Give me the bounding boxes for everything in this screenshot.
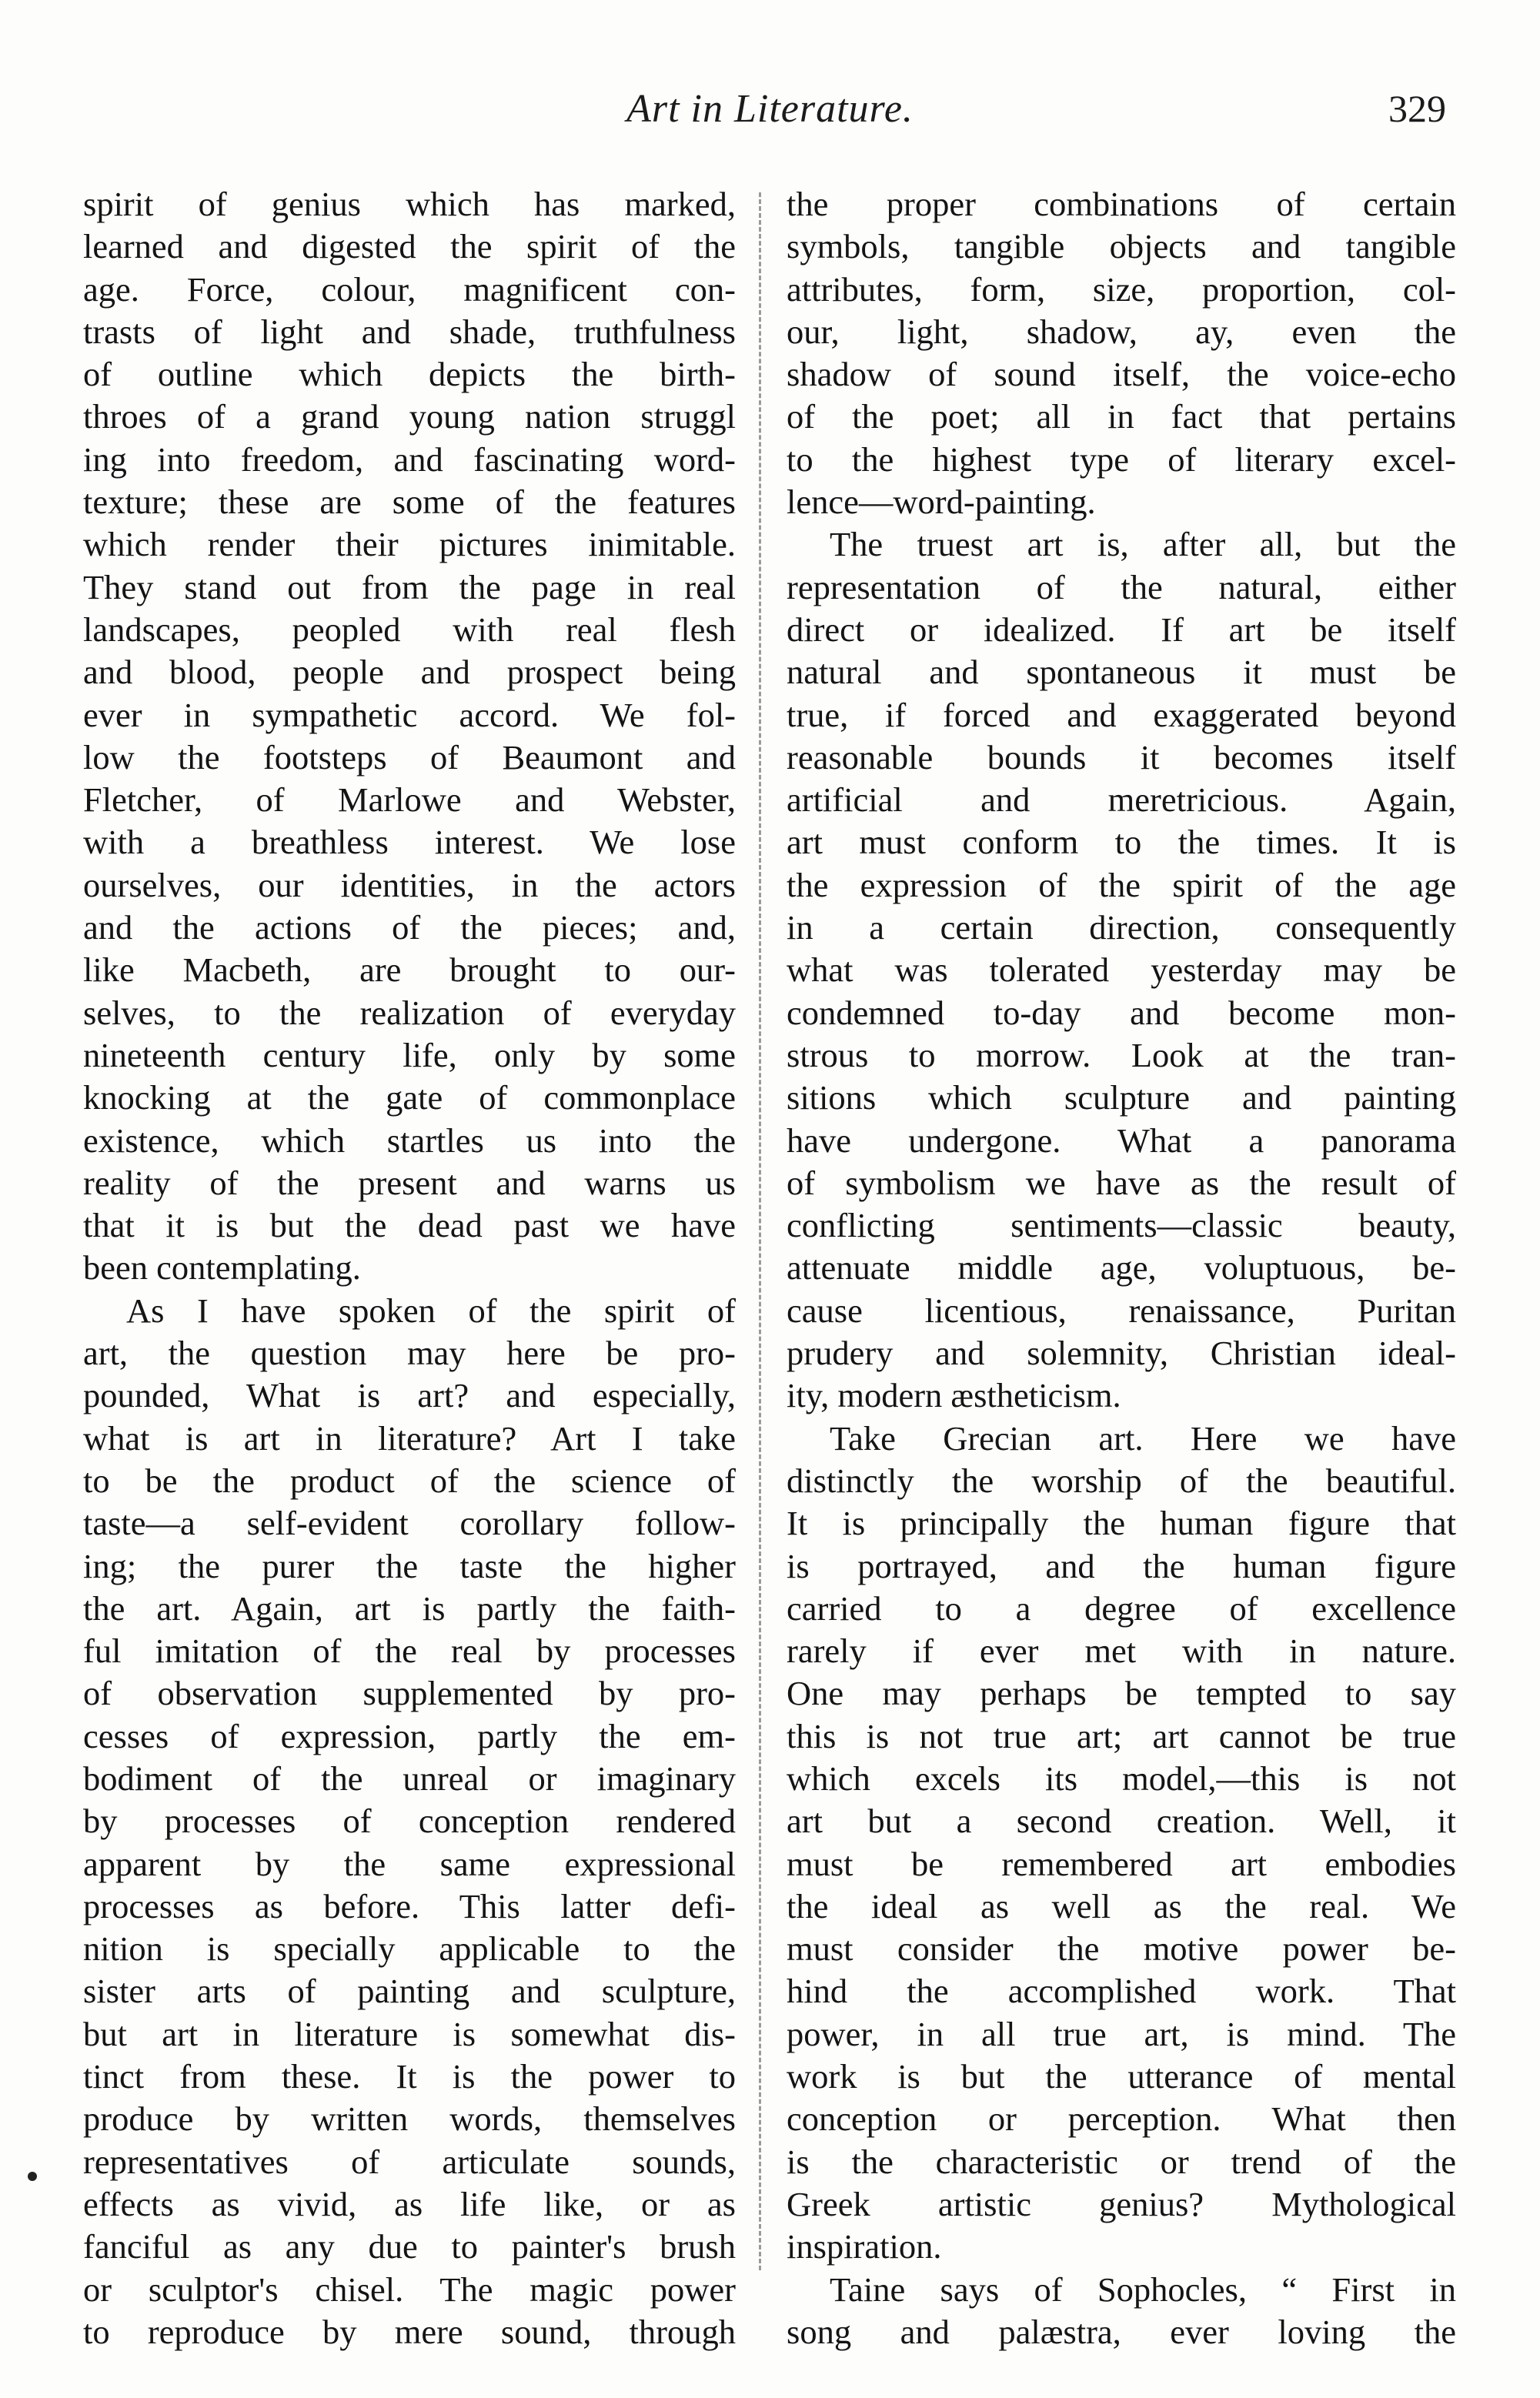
- text-line: trasts of light and shade, truthfulness: [83, 312, 736, 351]
- text-line: processes as before. This latter defi-: [83, 1886, 736, 1925]
- text-line: One may perhaps be tempted to say: [787, 1674, 1456, 1713]
- text-line: shadow of sound itself, the voice-echo: [787, 355, 1456, 394]
- text-line: must be remembered art embodies: [787, 1844, 1456, 1883]
- text-line: taste—a self-evident corollary follow-: [83, 1504, 736, 1543]
- page-number: 329: [1388, 87, 1446, 130]
- text-line: the ideal as well as the real. We: [787, 1886, 1456, 1925]
- text-line: produce by written words, themselves: [83, 2099, 736, 2139]
- text-line: knocking at the gate of commonplace: [83, 1078, 736, 1117]
- text-line: attributes, form, size, proportion, col-: [787, 269, 1456, 309]
- text-line: which excels its model,—this is not: [787, 1758, 1456, 1798]
- text-line: ity, modern æstheticism.: [787, 1376, 1121, 1415]
- text-line: ever in sympathetic accord. We fol-: [83, 695, 736, 734]
- text-line: must consider the motive power be-: [787, 1929, 1456, 1969]
- text-line: art must conform to the times. It is: [787, 823, 1456, 862]
- text-line: The truest art is, after all, but the: [830, 525, 1456, 564]
- running-header-title: Art in Literature.: [626, 87, 914, 131]
- text-line: art but a second creation. Well, it: [787, 1802, 1456, 1841]
- text-line: and blood, people and prospect being: [83, 653, 736, 692]
- text-line: song and palæstra, ever loving the: [787, 2312, 1456, 2351]
- text-line: cesses of expression, partly the em-: [83, 1716, 736, 1755]
- text-line: nition is specially applicable to the: [83, 1929, 736, 1969]
- text-line: ing; the purer the taste the higher: [83, 1546, 736, 1585]
- text-line: conflicting sentiments—classic beauty,: [787, 1206, 1456, 1245]
- text-line: ful imitation of the real by processes: [83, 1632, 736, 1671]
- text-line: effects as vivid, as life like, or as: [83, 2184, 736, 2223]
- text-line: reality of the present and warns us: [83, 1163, 736, 1202]
- left-text-column: [83, 183, 736, 2353]
- text-line: which render their pictures inimitable.: [83, 525, 736, 564]
- text-line: strous to morrow. Look at the tran-: [787, 1035, 1456, 1074]
- text-line: pounded, What is art? and especially,: [83, 1376, 736, 1415]
- text-line: of the poet; all in fact that pertains: [787, 397, 1456, 436]
- text-line: landscapes, peopled with real flesh: [83, 610, 736, 649]
- text-line: our, light, shadow, ay, even the: [787, 312, 1456, 351]
- text-line: apparent by the same expressional: [83, 1844, 736, 1883]
- text-line: is the characteristic or trend of the: [787, 2142, 1456, 2181]
- text-line: low the footsteps of Beaumont and: [83, 737, 736, 777]
- text-line: age. Force, colour, magnificent con-: [83, 269, 736, 309]
- text-line: They stand out from the page in real: [83, 567, 736, 606]
- text-line: inspiration.: [787, 2227, 942, 2266]
- text-line: fanciful as any due to painter's brush: [83, 2227, 736, 2266]
- text-line: by processes of conception rendered: [83, 1802, 736, 1841]
- text-line: and the actions of the pieces; and,: [83, 908, 736, 947]
- text-line: texture; these are some of the features: [83, 483, 736, 522]
- text-line: prudery and solemnity, Christian ideal-: [787, 1334, 1456, 1373]
- text-line: cause licentious, renaissance, Puritan: [787, 1291, 1456, 1330]
- text-line: have undergone. What a panorama: [787, 1121, 1456, 1160]
- text-line: of symbolism we have as the result of: [787, 1163, 1456, 1202]
- text-line: tinct from these. It is the power to: [83, 2057, 736, 2096]
- text-line: representation of the natural, either: [787, 567, 1456, 606]
- text-line: learned and digested the spirit of the: [83, 227, 736, 266]
- text-line: throes of a grand young nation struggl: [83, 397, 736, 436]
- text-line: to the highest type of literary excel-: [787, 439, 1456, 479]
- text-line: distinctly the worship of the beautiful.: [787, 1461, 1456, 1500]
- text-line: power, in all true art, is mind. The: [787, 2014, 1456, 2053]
- text-line: is portrayed, and the human figure: [787, 1546, 1456, 1585]
- right-text-column: [787, 183, 1456, 2353]
- text-line: natural and spontaneous it must be: [787, 653, 1456, 692]
- text-line: reasonable bounds it becomes itself: [787, 737, 1456, 777]
- text-line: conception or perception. What then: [787, 2099, 1456, 2139]
- text-line: Fletcher, of Marlowe and Webster,: [83, 780, 736, 820]
- text-line: the expression of the spirit of the age: [787, 865, 1456, 904]
- text-line: nineteenth century life, only by some: [83, 1035, 736, 1074]
- text-line: ourselves, our identities, in the actors: [83, 865, 736, 904]
- text-line: like Macbeth, are brought to our-: [83, 950, 736, 990]
- text-line: attenuate middle age, voluptuous, be-: [787, 1248, 1456, 1288]
- margin-dot-mark: [28, 2172, 37, 2181]
- text-line: hind the accomplished work. That: [787, 1972, 1456, 2011]
- text-line: direct or idealized. If art be itself: [787, 610, 1456, 649]
- text-line: selves, to the realization of everyday: [83, 993, 736, 1032]
- text-line: condemned to-day and become mon-: [787, 993, 1456, 1032]
- text-line: Greek artistic genius? Mythological: [787, 2184, 1456, 2223]
- text-line: been contemplating.: [83, 1248, 361, 1288]
- text-line: what is art in literature? Art I take: [83, 1418, 736, 1458]
- text-line: sitions which sculpture and painting: [787, 1078, 1456, 1117]
- text-line: this is not true art; art cannot be true: [787, 1716, 1456, 1755]
- text-line: in a certain direction, consequently: [787, 908, 1456, 947]
- text-line: representatives of articulate sounds,: [83, 2142, 736, 2181]
- text-line: of outline which depicts the birth-: [83, 355, 736, 394]
- text-line: but art in literature is somewhat dis-: [83, 2014, 736, 2053]
- text-line: bodiment of the unreal or imaginary: [83, 1758, 736, 1798]
- text-line: existence, which startles us into the: [83, 1121, 736, 1160]
- text-line: ing into freedom, and fascinating word-: [83, 439, 736, 479]
- text-line: symbols, tangible objects and tangible: [787, 227, 1456, 266]
- text-line: that it is but the dead past we have: [83, 1206, 736, 1245]
- column-divider: [759, 192, 761, 2270]
- text-line: true, if forced and exaggerated beyond: [787, 695, 1456, 734]
- text-line: with a breathless interest. We lose: [83, 823, 736, 862]
- text-line: As I have spoken of the spirit of: [126, 1291, 736, 1330]
- text-line: rarely if ever met with in nature.: [787, 1632, 1456, 1671]
- text-line: what was tolerated yesterday may be: [787, 950, 1456, 990]
- text-line: to be the product of the science of: [83, 1461, 736, 1500]
- text-line: art, the question may here be pro-: [83, 1334, 736, 1373]
- text-line: of observation supplemented by pro-: [83, 1674, 736, 1713]
- text-line: to reproduce by mere sound, through: [83, 2312, 736, 2351]
- text-line: lence—word-painting.: [787, 483, 1096, 522]
- text-line: Take Grecian art. Here we have: [830, 1418, 1456, 1458]
- text-line: It is principally the human figure that: [787, 1504, 1456, 1543]
- text-line: spirit of genius which has marked,: [83, 185, 736, 223]
- text-line: work is but the utterance of mental: [787, 2057, 1456, 2096]
- text-line: the proper combinations of certain: [787, 185, 1456, 223]
- text-line: or sculptor's chisel. The magic power: [83, 2269, 736, 2309]
- text-line: carried to a degree of excellence: [787, 1588, 1456, 1628]
- text-line: Taine says of Sophocles, “ First in: [830, 2269, 1456, 2309]
- text-line: the art. Again, art is partly the faith-: [83, 1588, 736, 1628]
- text-line: sister arts of painting and sculpture,: [83, 1972, 736, 2011]
- text-line: artificial and meretricious. Again,: [787, 780, 1456, 820]
